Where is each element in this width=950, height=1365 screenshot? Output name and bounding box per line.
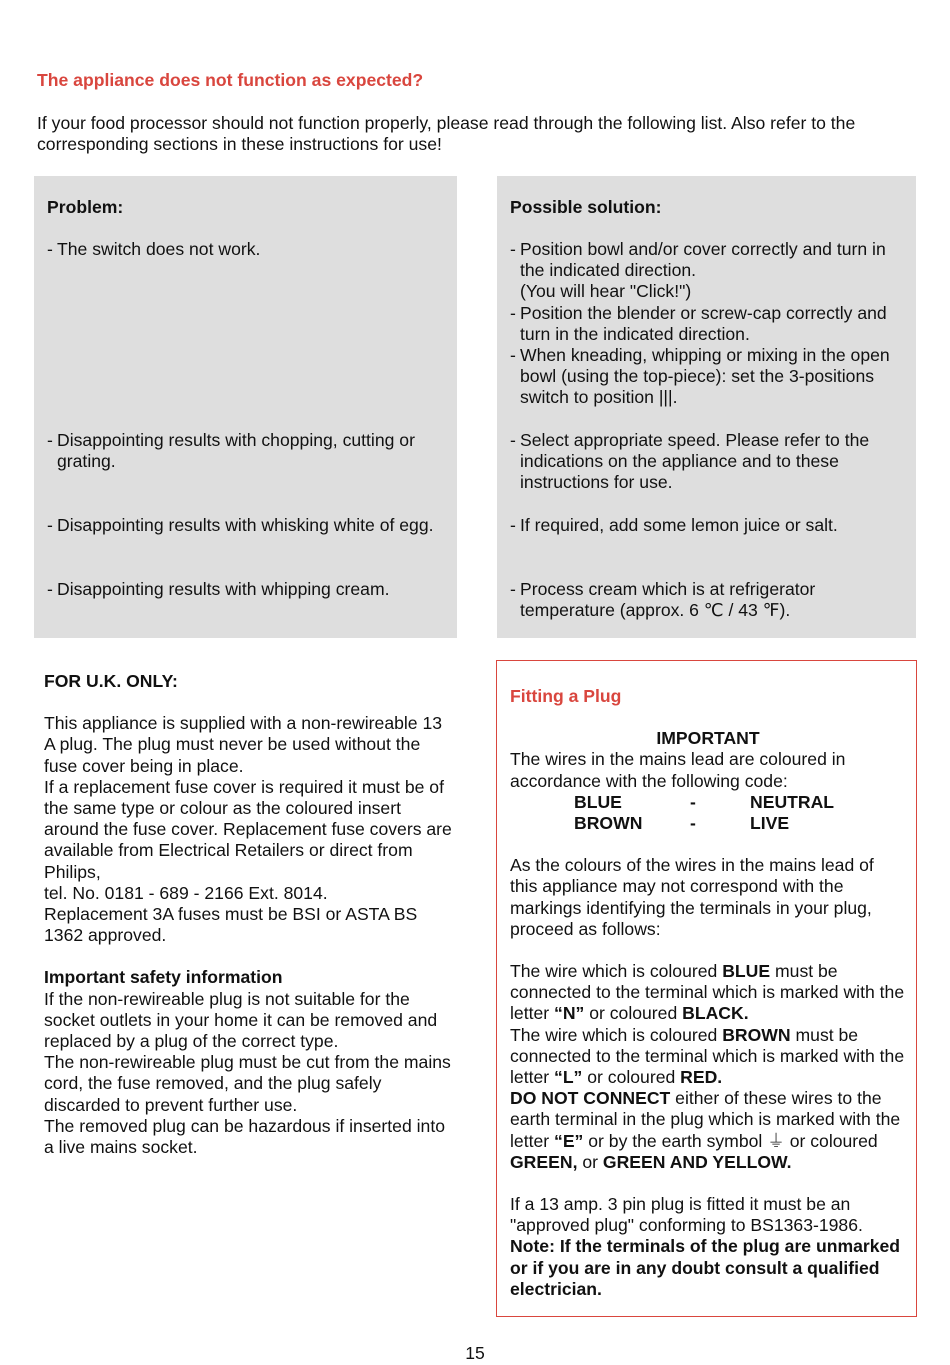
- intro-text: If your food processor should not function properly, please read through the following list. Also refer to the corresponding sections in these instructions for use!: [37, 113, 856, 155]
- plug-title: Fitting a Plug: [510, 686, 622, 706]
- solution-group-switch: [510, 239, 902, 409]
- safety-paragraph: The removed plug can be hazardous if inserted into a live mains socket.: [44, 1115, 445, 1158]
- solution-item: - Select appropriate speed. Please refer to the indications on the appliance and to these instructions for use.: [510, 430, 870, 493]
- solution-item: (You will hear "Click!"): [520, 281, 692, 302]
- safety-title: Important safety information: [44, 967, 283, 988]
- important-label: IMPORTANT: [656, 728, 760, 749]
- solution-title: Possible solution:: [510, 197, 662, 217]
- approved-plug-text: If a 13 amp. 3 pin plug is fitted it must be an "approved plug" conforming to BS1363-1986.: [510, 1194, 863, 1236]
- solution-item: - Position bowl and/or cover correctly and turn in the indicated direction.: [510, 239, 886, 281]
- solution-item: - Process cream which is at refrigerator temperature (approx. 6 ℃ / 43 ℉).: [510, 579, 816, 621]
- earth-instruction: DO NOT CONNECT either of these wires to the earth terminal in the plug which is marked with the letter “E” or by the earth symbol ⏚ or coloured GREEN, or GREEN AND YELLOW.: [510, 1088, 901, 1172]
- uk-title: FOR U.K. ONLY:: [44, 671, 178, 691]
- problem-item: - Disappointing results with chopping, cutting or grating.: [47, 430, 415, 472]
- safety-paragraph: The non-rewireable plug must be cut from the mains cord, the fuse removed, and the plug safely discarded to prevent further use.: [44, 1052, 451, 1115]
- colours-note: As the colours of the wires in the mains lead of this appliance may not correspond with the markings identifying the terminals in your plug, proceed as follows:: [510, 855, 874, 939]
- problem-item: - Disappointing results with whisking white of egg.: [47, 515, 434, 535]
- wire-code-brown: BROWN - LIVE: [574, 813, 790, 834]
- safety-paragraph: If the non-rewireable plug is not suitable for the socket outlets in your home it can be removed and replaced by a plug of the correct type.: [44, 988, 438, 1052]
- uk-paragraph: Replacement 3A fuses must be BSI or ASTA BS 1362 approved.: [44, 904, 418, 946]
- problem-item: - Disappointing results with whipping cream.: [47, 579, 390, 599]
- uk-section: [44, 671, 454, 1158]
- wire-code-blue: BLUE - NEUTRAL: [574, 791, 835, 812]
- page-heading: The appliance does not function as expected?: [37, 70, 424, 90]
- earth-symbol-icon: ⏚: [767, 1130, 785, 1151]
- uk-phone: tel. No. 0181 - 689 - 2166 Ext. 8014.: [44, 882, 328, 903]
- solution-item: - Position the blender or screw-cap correctly and turn in the indicated direction.: [510, 302, 887, 344]
- electrician-note: Note: If the terminals of the plug are unmarked or if you are in any doubt consult a qualified electrician.: [510, 1236, 901, 1299]
- brown-wire-instruction: The wire which is coloured BROWN must be connected to the terminal which is marked with the letter “L” or coloured RED.: [510, 1024, 905, 1088]
- solution-item: - When kneading, whipping or mixing in the open bowl (using the top-piece): set the 3-positions switch to position |||.: [510, 345, 890, 408]
- uk-paragraph: This appliance is supplied with a non-rewireable 13 A plug. The plug must never be used without the fuse cover being in place.: [44, 713, 443, 776]
- fitting-plug-content: [510, 686, 906, 1300]
- problem-title: Problem:: [47, 197, 124, 217]
- solution-item: - If required, add some lemon juice or salt.: [510, 515, 838, 535]
- wires-intro: The wires in the mains lead are coloured in accordance with the following code:: [510, 749, 846, 791]
- blue-wire-instruction: The wire which is coloured BLUE must be connected to the terminal which is marked with the letter “N” or coloured BLACK.: [510, 961, 905, 1024]
- uk-paragraph: If a replacement fuse cover is required it must be of the same type or colour as the coloured insert around the fuse cover. Replacement fuse covers are available from Electrical Retailers or direct from Philips,: [44, 776, 452, 882]
- problem-item: - The switch does not work.: [47, 239, 261, 259]
- page-number: 15: [465, 1343, 485, 1363]
